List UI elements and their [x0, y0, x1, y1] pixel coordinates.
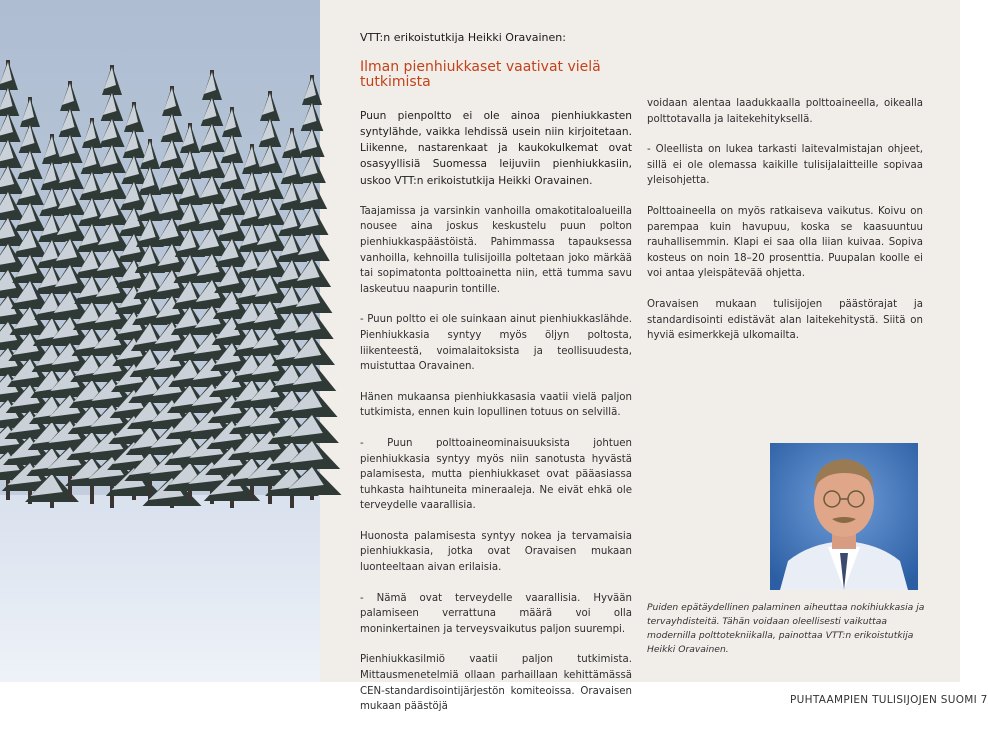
body-paragraph: - Oleellista on lukea tarkasti laitevalmistajan ohjeet, sillä ei ole olemassa kaikille tulisijalaitteille sopivaa yleisohjetta.: [647, 144, 923, 187]
article-lead: Puun pienpoltto ei ole ainoa pienhiukkasten syntylähde, vaikka lehdissä usein niin kirjoitetaan. Liikenne, nastarenkaat ja kaukokulkemat ovat osasyyllisiä Suomessa leijuviin pienhiukkasiin, uskoo VTT:n erikoistutkija Heikki Oravainen.: [360, 109, 632, 187]
portrait-photo: [770, 443, 918, 590]
body-paragraph: voidaan alentaa laadukkaalla polttoaineella, oikealla polttotavalla ja laitekehityksellä.: [647, 98, 923, 125]
body-paragraph: Pienhiukkasilmiö vaatii paljon tutkimista. Mittausmenetelmiä ollaan parhaillaan kehittämässä CEN-standardisointijärjestön komiteoissa. Oravaisen mukaan päästöjä: [360, 654, 632, 713]
page-footer: PUHTAAMPIEN TULISIJOJEN SUOMI 7: [790, 694, 988, 706]
body-paragraph: Polttoaineella on myös ratkaiseva vaikutus. Koivu on parempaa kuin havupuu, koska se kaasuuntuu rauhallisemmin. Klapi ei saa olla liian kuivaa. Sopiva kosteus on noin 18–20 prosenttia. Puupalan koolle ei voi antaa yleispätevää ohjetta.: [647, 205, 923, 280]
body-paragraph: - Nämä ovat terveydelle vaarallisia. Hyvään palamiseen verrattuna määrä voi olla moninkertainen ja terveysvaikutus paljon suurempi.: [360, 592, 632, 635]
body-paragraph: Huonosta palamisesta syntyy nokea ja tervamaisia pienhiukkasia, jotka ovat Oravaisen mukaan luonteeltaan aivan erilaisia.: [360, 530, 632, 574]
body-paragraph: Taajamissa ja varsinkin vanhoilla omakotitaloalueilla nousee aina joskus keskustelu puun polton pienhiukkaspäästöistä. Pahimmassa tapauksessa vanhoilla, kehnoilla tulisijoilla poltetaan joko märkää tai sopimatonta polttoainetta niin, että tumma savu laskeutuu naapurin tontille.: [360, 205, 632, 295]
photo-caption: Puiden epätäydellinen palaminen aiheuttaa nokihiukkasia ja tervayhdisteitä. Tähän voidaan oleellisesti vaikuttaa modernilla polttotekniikalla, painottaa VTT:n erikoistutkija Heikki Oravainen.: [647, 602, 925, 655]
snowy-forest-photo: [0, 0, 320, 682]
body-paragraph: - Puun poltto ei ole suinkaan ainut pienhiukkaslähde. Pienhiukkasia syntyy myös öljyn poltosta, liikenteestä, voimalaitoksista ja teollisuudesta, muistuttaa Oravainen.: [360, 314, 632, 373]
article-kicker: VTT:n erikoistutkija Heikki Oravainen:: [360, 31, 566, 44]
article-left-column: [360, 30, 632, 730]
body-paragraph: - Puun polttoaineominaisuuksista johtuen pienhiukkasia syntyy myös niin sanotusta hyvästä palamisesta, mutta pienhiukkaset ovat pääasiassa tuhkasta haihtuneita mineraaleja. Ne eivät ehkä ole terveydelle vaarallisia.: [360, 437, 632, 512]
article-headline: Ilman pienhiukkaset vaativat vielä tutkimista: [360, 58, 601, 91]
article-right-column: [647, 96, 923, 359]
body-paragraph: Hänen mukaansa pienhiukkasasia vaatii vielä paljon tutkimista, ennen kuin lopullinen totuus on selvillä.: [360, 391, 632, 419]
body-paragraph: Oravaisen mukaan tulisijojen päästörajat ja standardisointi edistävät alan laitekehitystä. Siitä on hyviä esimerkkejä ulkomailta.: [647, 298, 923, 342]
